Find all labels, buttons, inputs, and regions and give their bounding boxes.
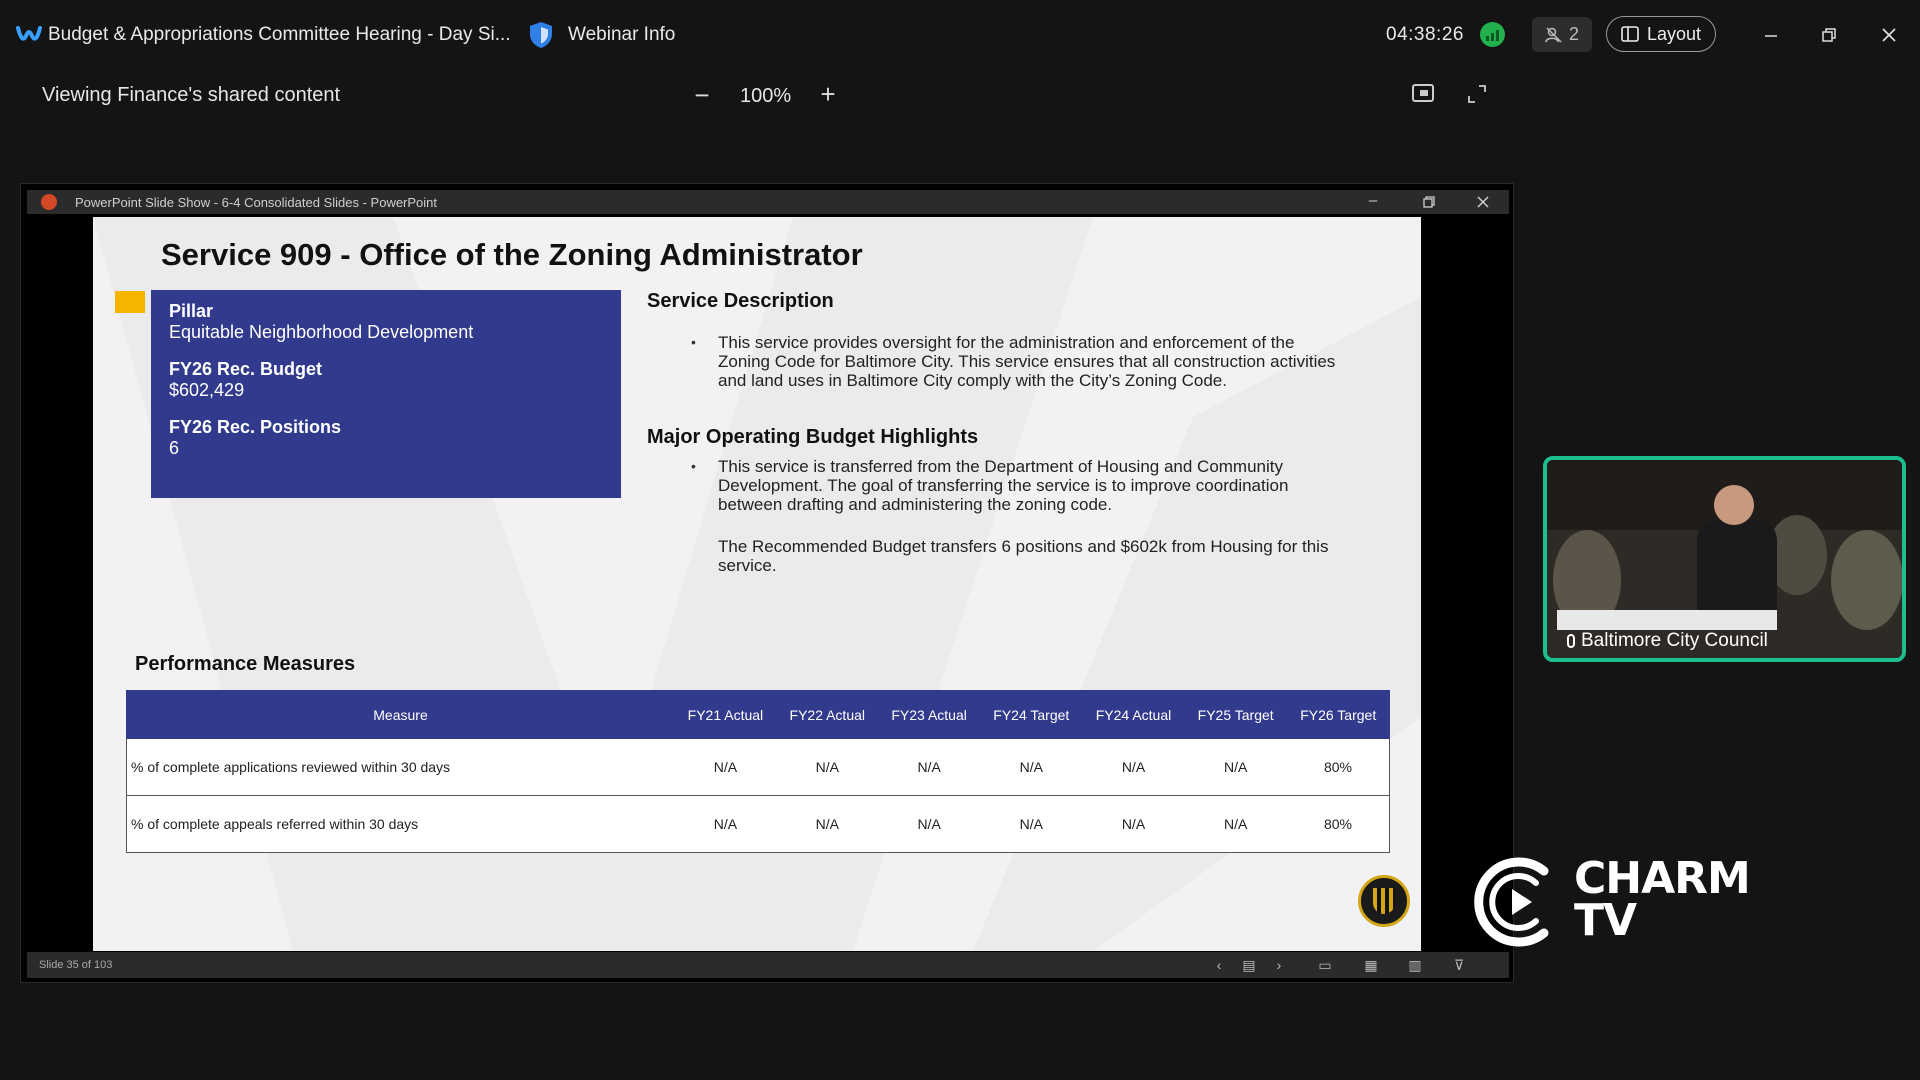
table-cell: 80% <box>1287 796 1390 853</box>
powerpoint-logo-icon <box>41 194 57 210</box>
participant-name <box>1567 630 1768 652</box>
table-header-cell: FY26 Target <box>1287 691 1390 739</box>
pillar-value: Equitable Neighborhood Development <box>169 322 474 342</box>
window-titlebar <box>0 0 1920 70</box>
highlight-item: The Recommended Budget transfers 6 positions and $602k from Housing for this service. <box>718 537 1329 575</box>
webex-logo-icon <box>16 24 42 46</box>
positions-label: FY26 Rec. Positions <box>169 417 342 437</box>
performance-measures-heading: Performance Measures <box>135 653 356 675</box>
table-row <box>127 739 1390 796</box>
table-cell: N/A <box>675 739 777 796</box>
slide-sorter-icon[interactable]: ▦ <box>1364 957 1378 973</box>
table-cell: N/A <box>776 739 878 796</box>
service-info-box <box>151 290 621 498</box>
city-seal-logo <box>1358 875 1410 927</box>
budget-label: FY26 Rec. Budget <box>169 359 323 379</box>
charm-tv-line1: CHARM <box>1574 853 1750 904</box>
microphone-icon <box>1567 634 1575 648</box>
slideshow-icon[interactable]: ⊽ <box>1453 957 1465 973</box>
table-header-cell: FY21 Actual <box>675 691 777 739</box>
zoom-in-button[interactable]: + <box>820 79 836 109</box>
slide-view-icon[interactable]: ▤ <box>1242 957 1256 973</box>
table-header-cell: FY25 Target <box>1184 691 1287 739</box>
video-feed <box>1547 460 1902 658</box>
participants-count: 2 <box>1568 24 1579 44</box>
participant-video-tile[interactable] <box>1543 456 1906 662</box>
performance-table <box>126 690 1390 853</box>
table-cell: N/A <box>980 739 1083 796</box>
layout-button[interactable] <box>1606 16 1716 52</box>
table-cell: N/A <box>675 796 777 853</box>
table-header-row <box>127 691 1390 739</box>
normal-view-icon[interactable]: ▭ <box>1318 957 1332 973</box>
table-cell: N/A <box>776 796 878 853</box>
ppt-restore-icon[interactable] <box>1419 195 1439 209</box>
table-cell: N/A <box>980 796 1083 853</box>
previous-slide-icon[interactable]: ‹ <box>1216 957 1222 973</box>
bullet-dot: • <box>691 334 696 350</box>
ppt-close-icon[interactable] <box>1473 195 1493 209</box>
layout-label: Layout <box>1646 23 1702 44</box>
ppt-statusbar <box>27 952 1509 978</box>
participants-hidden-icon <box>1545 26 1563 44</box>
table-cell: N/A <box>1184 796 1287 853</box>
table-header-cell: FY22 Actual <box>776 691 878 739</box>
shared-content-label: Viewing Finance's shared content <box>42 84 341 106</box>
service-description-heading: Service Description <box>647 290 834 312</box>
restore-window-button[interactable] <box>1814 20 1844 50</box>
zoom-level: 100% <box>740 85 792 107</box>
charm-tv-line2: TV <box>1574 895 1637 946</box>
minimize-window-button[interactable] <box>1756 20 1786 50</box>
table-header-cell: Measure <box>127 691 675 739</box>
highlight-item: This service is transferred from the Department of Housing and Community Development. The goal of transferring the service is to improve coordination between drafting and administering the zoning code. <box>718 457 1289 514</box>
budget-value: $602,429 <box>169 380 245 400</box>
table-cell: N/A <box>1083 739 1185 796</box>
service-description-text: This service provides oversight for the administration and enforcement of the Zoning Code for Baltimore City. This service ensures that all construction activities and land uses in Baltimore City comply with the City’s Zoning Code. <box>718 333 1336 390</box>
close-window-button[interactable] <box>1874 20 1904 50</box>
table-cell: 80% <box>1287 739 1390 796</box>
table-header-cell: FY23 Actual <box>878 691 980 739</box>
shield-icon[interactable] <box>528 21 554 49</box>
webinar-info-link[interactable]: Webinar Info <box>568 24 676 45</box>
positions-value: 6 <box>169 438 180 458</box>
table-cell: % of complete applications reviewed within 30 days <box>127 739 675 796</box>
accent-square <box>115 291 145 313</box>
participants-button[interactable] <box>1532 17 1592 52</box>
highlights-heading: Major Operating Budget Highlights <box>647 426 979 448</box>
participant-name-label: Baltimore City Council <box>1581 630 1768 651</box>
ppt-minimize-icon[interactable]: – <box>1368 192 1378 209</box>
slide-counter: Slide 35 of 103 <box>39 959 113 971</box>
charm-tv-wordmark <box>1574 853 1750 946</box>
ppt-window-title: PowerPoint Slide Show - 6-4 Consolidated Slides - PowerPoint <box>75 195 438 210</box>
charm-tv-logo-icon <box>1474 853 1562 951</box>
reading-view-icon[interactable]: ▥ <box>1408 957 1422 973</box>
table-cell: % of complete appeals referred within 30 days <box>127 796 675 853</box>
layout-icon <box>1621 26 1639 42</box>
slide-title: Service 909 - Office of the Zoning Administrator <box>161 237 863 272</box>
fullscreen-icon[interactable] <box>1467 84 1487 104</box>
table-cell: N/A <box>878 796 980 853</box>
restore-icon <box>1821 27 1837 43</box>
zoom-out-button[interactable]: − <box>694 80 710 110</box>
table-cell: N/A <box>878 739 980 796</box>
ppt-titlebar <box>27 190 1509 214</box>
minimize-icon <box>1763 27 1779 43</box>
pillar-label: Pillar <box>169 301 214 321</box>
table-cell: N/A <box>1184 739 1287 796</box>
table-header-cell: FY24 Target <box>980 691 1083 739</box>
popout-icon[interactable] <box>1412 84 1434 102</box>
bullet-dot: • <box>691 458 696 474</box>
table-header-cell: FY24 Actual <box>1083 691 1185 739</box>
close-icon <box>1881 27 1897 43</box>
next-slide-icon[interactable]: › <box>1276 957 1282 973</box>
slide <box>93 217 1421 951</box>
meeting-title[interactable]: Budget & Appropriations Committee Hearing - Day Si... <box>48 24 511 45</box>
table-row <box>127 796 1390 853</box>
table-cell: N/A <box>1083 796 1185 853</box>
meeting-timer: 04:38:26 <box>1386 24 1464 45</box>
connection-signal-icon[interactable] <box>1480 22 1505 47</box>
